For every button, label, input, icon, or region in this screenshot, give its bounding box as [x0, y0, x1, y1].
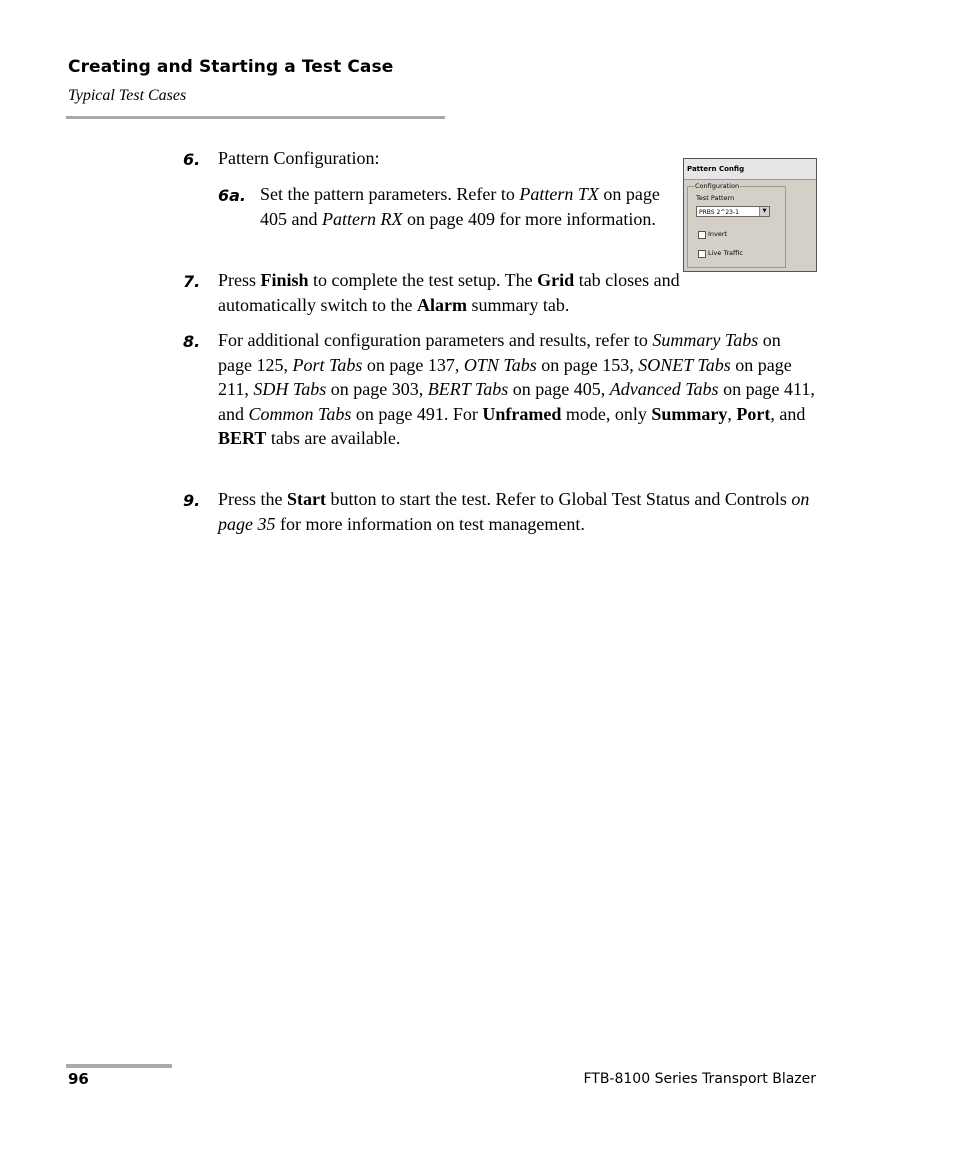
ref-port-tabs[interactable]: Port Tabs: [292, 354, 363, 375]
step-6-number: 6.: [183, 150, 201, 169]
ref-sonet-tabs[interactable]: SONET Tabs: [638, 354, 731, 375]
panel-title: Pattern Config: [684, 159, 816, 180]
section-subtitle: Typical Test Cases: [68, 87, 187, 104]
ref-pattern-tx[interactable]: Pattern TX: [519, 184, 599, 204]
ref-bert-tabs[interactable]: BERT Tabs: [427, 379, 509, 399]
ref-page-35[interactable]: on page 35: [218, 489, 810, 534]
page-number: 96: [68, 1070, 89, 1088]
live-traffic-label: Live Traffic: [708, 249, 743, 257]
ref-advanced-tabs[interactable]: Advanced Tabs: [609, 379, 719, 399]
chevron-down-icon[interactable]: ▼: [759, 207, 769, 216]
step-6a-text: Set the pattern parameters. Refer to Pattern TX on page 405 and Pattern RX on page 409 for more information.: [260, 184, 660, 229]
step-6-text: Pattern Configuration:: [218, 148, 380, 168]
group-label: Configuration: [695, 182, 740, 190]
document-title: FTB-8100 Series Transport Blazer: [583, 1071, 816, 1087]
step-8-text: For additional configuration parameters and results, refer to Summary Tabs on page 125, Port Tabs on page 137, OTN Tabs on page 153, SONET Tabs on page 211, SDH Tabs on page 303, BERT Tabs on page 405, Advanced Tabs on page 411, and Common Tabs on page 491. For Unframed mode, only Summary, Port, and BERT tabs are available.: [218, 330, 815, 448]
ref-sdh-tabs[interactable]: SDH Tabs: [253, 379, 327, 399]
footer-rule: [66, 1064, 172, 1068]
step-6a-number: 6a.: [218, 186, 247, 205]
step-7-text: Press Finish to complete the test setup. The Grid tab closes and automatically switch to the Alarm summary tab.: [218, 270, 680, 315]
test-pattern-select[interactable]: PRBS 2^23-1 ▼: [696, 206, 770, 217]
step-8-number: 8.: [183, 332, 201, 351]
invert-label: Invert: [708, 230, 728, 238]
step-9-text: Press the Start button to start the test. Refer to Global Test Status and Controls on page 35 for more information on test management.: [218, 489, 810, 534]
ref-common-tabs[interactable]: Common Tabs: [248, 403, 352, 424]
ref-pattern-rx[interactable]: Pattern RX: [322, 208, 403, 229]
live-traffic-checkbox[interactable]: [698, 250, 706, 258]
ref-summary-tabs[interactable]: Summary Tabs: [652, 330, 759, 350]
test-pattern-label: Test Pattern: [696, 194, 735, 202]
pattern-config-panel: [683, 158, 817, 272]
invert-checkbox[interactable]: [698, 231, 706, 239]
step-9-number: 9.: [183, 491, 201, 510]
header-rule: [66, 116, 445, 119]
step-7-number: 7.: [183, 272, 201, 291]
section-title: Creating and Starting a Test Case: [68, 57, 394, 77]
ref-otn-tabs[interactable]: OTN Tabs: [463, 354, 537, 375]
configuration-group: [687, 182, 786, 268]
